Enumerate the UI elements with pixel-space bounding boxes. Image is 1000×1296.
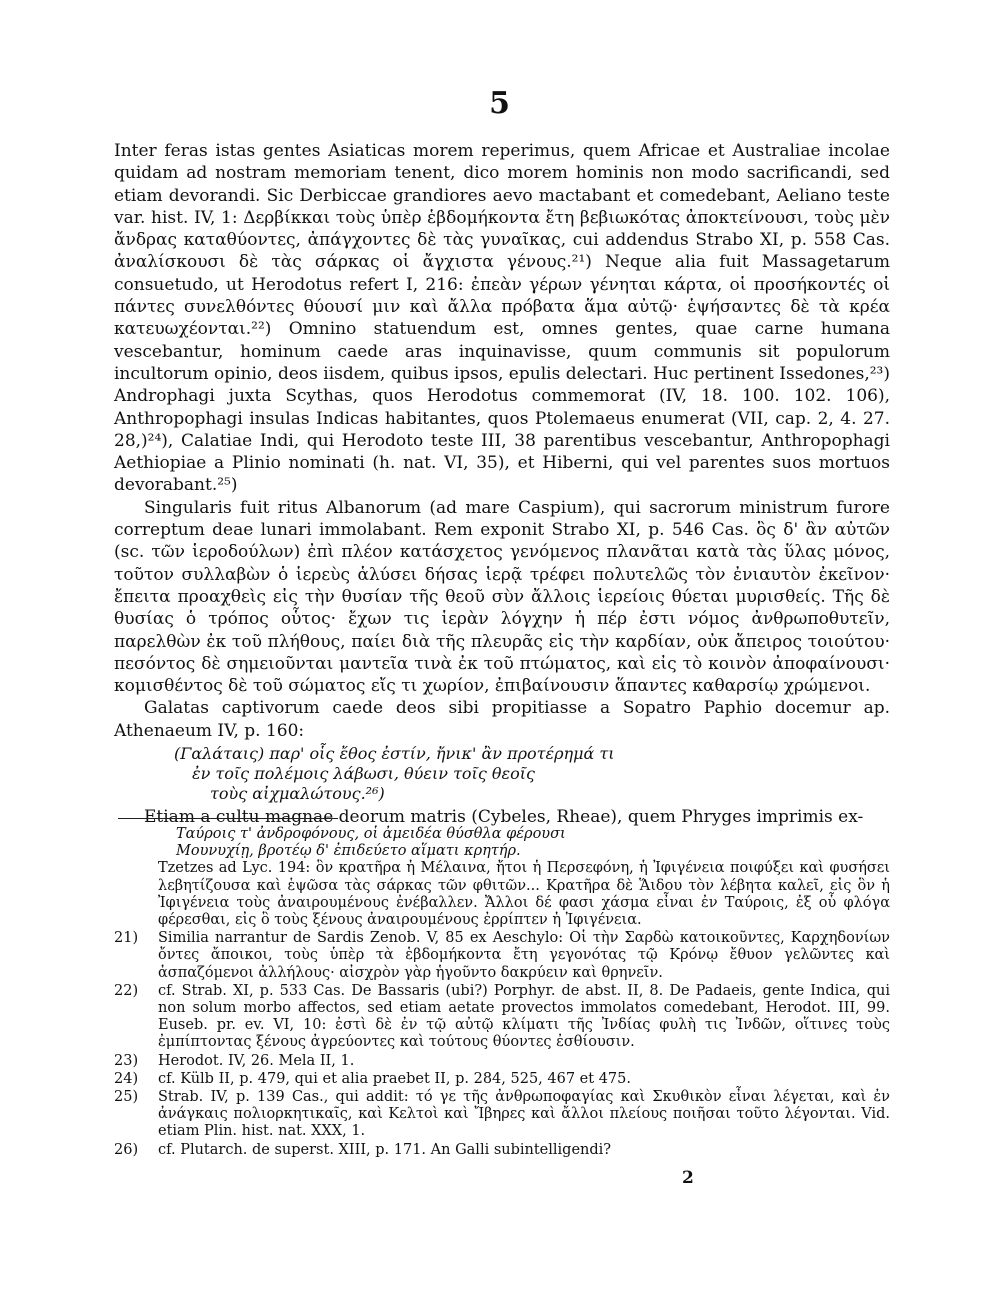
paragraph-cybele: Etiam a cultu magnae deorum matris (Cybeles, Rheae), quem Phryges imprimis ex- <box>144 807 864 828</box>
quote-line: (Γαλάταις) παρ' οἷς ἔθος ἐστίν, ἤνικ' ἂν προτέρημά τι <box>174 744 615 764</box>
page-number: 5 <box>489 86 511 121</box>
footnote-text: Strab. IV, p. 139 Cas., qui addit: τό γε τῆς ἀνθρωποφαγίας καὶ Σκυθικὸν εἶναι λέγεται, καὶ ἐν ἀνάγκαις πολιορκητικαῖς, καὶ Κελτοὶ καὶ Ἴβηρες καὶ ἄλλοι πλείους ποιῆσαι τοῦτο λέγονται. Vid. etiam Plin. hist. nat. XXX, 1. <box>158 1089 890 1140</box>
footnotes <box>114 826 890 1159</box>
footnote-23 <box>114 1053 890 1070</box>
footnote-text: Herodot. IV, 26. Mela II, 1. <box>158 1052 355 1069</box>
footnote-number: 24) <box>114 1070 139 1087</box>
greek-quote <box>174 744 890 804</box>
signature-mark: 2 <box>682 1168 694 1188</box>
quote-line: ἐν τοῖς πολέμοις λάβωσι, θύειν τοῖς θεοῖς <box>192 764 535 784</box>
footnote-25 <box>114 1089 890 1141</box>
footnote-verse-line: Μουνυχίῃ, βροτέῳ δ' ἐπιδεύετο αἵματι κρητήρ. <box>176 843 521 860</box>
footnote-text: Similia narrantur de Sardis Zenob. V, 85 ex Aeschylo: Οἱ τὴν Σαρδὼ κατοικοῦντες, Καρχηδονίων ὄντες ἄποικοι, τοὺς ὑπὲρ τὰ ἑβδομήκοντα ἔτη γεγονότας τῷ Κρόνῳ ἔθυον γελῶντες καὶ ἀσπαζόμενοι ἀλλήλους· αἰσχρὸν γὰρ ἡγοῦντο δακρύειν καὶ θρηνεῖν. <box>158 930 890 981</box>
quote-line: τοὺς αἰχμαλώτους.²⁶) <box>210 784 385 804</box>
footnote-number: 22) <box>114 982 139 999</box>
paragraph-derbiccae: Inter feras istas gentes Asiaticas morem reperimus, quem Africae et Australiae incolae quidam ad nostram memoriam tenent, dico morem hominis non modo sacrificandi, sed etiam devorandi. Sic Derbiccae grandiores aevo mactabant et comedebant, Aeliano teste var. hist. IV, 1: Δερβίκκαι τοὺς ὑπὲρ ἑβδομήκοντα ἔτη βεβιωκότας ἀποκτείνουσι, τοὺς μὲν ἄνδρας καταθύοντες, ἀπάγχοντες δὲ τὰς γυναῖκας, cui addendus Strabo XI, p. 558 Cas. ἀναλίσκουσι δὲ τὰς σάρκας οἱ ἄγχιστα γένους.²¹) Neque alia fuit Massagetarum consuetudo, ut Herodotus refert I, 216: ἐπεὰν γέρων γένηται κάρτα, οἱ προσήκοντές οἱ πάντες συνελθόντες θύουσί μιν καὶ ἄλλα πρόβατα ἅμα αὐτῷ· ἑψήσαντες δὲ τὰ κρέα κατευωχέονται.²²) Omnino statuendum est, omnes gentes, quae carne humana vescebantur, hominum caede aras inquinavisse, quum communis sit populorum incultorum opinio, deos iisdem, quibus ipsos, epulis delectari. Huc pertinent Issedones,²³) Androphagi juxta Scythas, quos Herodotus commemorat (IV, 18. 100. 102. 106), Anthropophagi insulas Indicas habitantes, quos Ptolemaeus enumerat (VII, cap. 2, 4. 27. 28,)²⁴), Calatiae Indi, qui Herodoto teste III, 38 parentibus vescebantur, Anthropophagi Aethiopiae a Plinio nominati (h. nat. VI, 35), et Hiberni, qui vel parentes suos mortuos devorabant.²⁵) <box>114 141 890 496</box>
footnote-verse-line: Ταύροις τ' ἀνδροφόνους, οἱ ἀμειδέα θύσθλα φέρουσι <box>176 826 566 842</box>
footnote-number: 25) <box>114 1089 139 1106</box>
footnote-tzetzes: Tzetzes ad Lyc. 194: ὃν κρατῆρα ἡ Μέλαινα, ἤτοι ἡ Περσεφόνη, ἡ Ἰφιγένεια ποιφύξει καὶ φυσήσει λεβητίζουσα καὶ ἑψῶσα τὰς σάρκας τῶν φθιτῶν... Κρατῆρα δὲ Ἅιδου τὸν λέβητα καλεῖ, εἰς ὃν ἡ Ἰφιγένεια τοὺς ἀναιρουμένους ἐνέβαλλεν. Ἄλλοι δέ φασι χάσμα εἶναι ἐν Ταύροις, ἐξ οὗ φλόγα φέρεσθαι, εἰς ὃ τοὺς ξένους ἀναιρουμένους ἐρρίπτεν ἡ Ἰφιγένεια. <box>158 860 890 929</box>
paragraph-galatae: Galatas captivorum caede deos sibi propitiasse a Sopatro Paphio docemur ap. Athenaeum IV, p. 160: <box>114 698 890 741</box>
footnote-text: cf. Strab. XI, p. 533 Cas. De Bassaris (ubi?) Porphyr. de abst. II, 8. De Padaeis, gente Indica, qui non solum morbo affectos, sed etiam aetate provectos immolatos comedebant, Herodot. III, 99. Euseb. pr. ev. VI, 10: ἐστὶ δὲ ἐν τῷ αὐτῷ κλίματι τῆς Ἰνδίας φυλὴ τις Ἰνδῶν, οἵτινες τοὺς ἐμπίπτοντας ξένους ἀγρεύοντες καὶ τούτους θύοντες ἐσθίουσιν. <box>158 982 890 1051</box>
footnote-number: 26) <box>114 1141 139 1158</box>
footnote-text: cf. Plutarch. de superst. XIII, p. 171. An Galli subintelligendi? <box>158 1141 612 1158</box>
footnote-24 <box>114 1071 890 1088</box>
footnote-divider <box>118 818 338 819</box>
footnote-text: cf. Külb II, p. 479, qui et alia praebet II, p. 284, 525, 467 et 475. <box>158 1070 631 1087</box>
footnote-26 <box>114 1142 890 1159</box>
paragraph-albani: Singularis fuit ritus Albanorum (ad mare Caspium), qui sacrorum ministrum furore correptum deae lunari immolabant. Rem exponit Strabo XI, p. 546 Cas. ὃς δ' ἂν αὐτῶν (sc. τῶν ἱεροδούλων) ἐπὶ πλέον κατάσχετος γενόμενος πλανᾶται κατὰ τὰς ὕλας μόνος, τοῦτον συλλαβὼν ὁ ἱερεὺς ἁλύσει δήσας ἱερᾷ τρέφει πολυτελῶς τὸν ἐνιαυτὸν ἐκεῖνον· ἔπειτα προαχθεὶς εἰς τὴν θυσίαν τῆς θεοῦ σὺν ἄλλοις ἱερείοις θύεται μυρισθείς. Τῆς δὲ θυσίας ὁ τρόπος οὗτος· ἔχων τις ἱερὰν λόγχην ἡ πέρ ἐστι νόμος ἀνθρωποθυτεῖν, παρελθὼν ἐκ τοῦ πλήθους, παίει διὰ τῆς πλευρᾶς εἰς τὴν καρδίαν, οὐκ ἄπειρος τοιούτου· πεσόντος δὲ σημειοῦνται μαντεῖα τινὰ ἐκ τοῦ πτώματος, καὶ εἰς τὸ κοινὸν ἀποφαίνουσι· κομισθέντος δὲ τοῦ σώματος εἴς τι χωρίον, ἐπιβαίνουσιν ἅπαντες καθαρσίῳ χρώμενοι. <box>114 497 890 697</box>
footnote-22 <box>114 983 890 1052</box>
footnote-number: 23) <box>114 1052 139 1069</box>
main-text <box>114 140 890 828</box>
footnote-21 <box>114 930 890 982</box>
footnote-number: 21) <box>114 930 139 947</box>
